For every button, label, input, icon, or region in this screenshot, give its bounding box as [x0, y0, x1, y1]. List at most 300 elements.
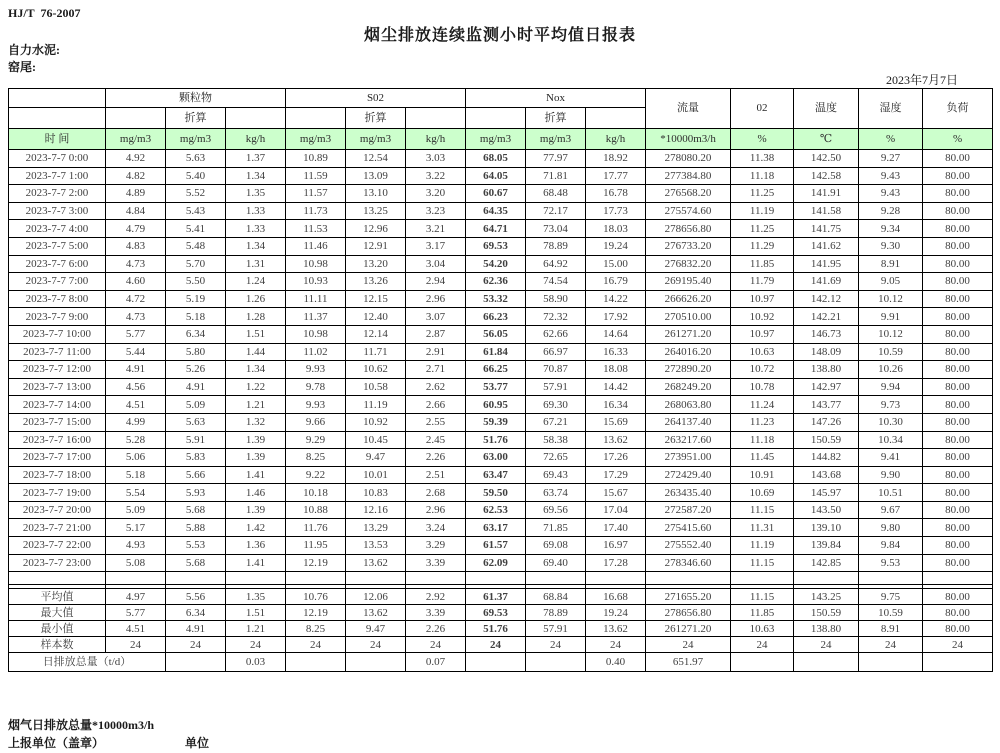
value-cell: 3.20 [406, 185, 466, 203]
daily-total-cell [286, 653, 346, 672]
summary-value-cell: 24 [794, 637, 859, 653]
value-cell: 9.93 [286, 361, 346, 379]
value-cell: 2.71 [406, 361, 466, 379]
value-cell: 11.23 [731, 413, 794, 431]
value-cell: 80.00 [923, 185, 993, 203]
value-cell: 275552.40 [646, 537, 731, 555]
value-cell: 1.51 [226, 325, 286, 343]
value-cell: 10.93 [286, 273, 346, 291]
value-cell: 11.29 [731, 237, 794, 255]
value-cell: 263435.40 [646, 484, 731, 502]
value-cell: 64.71 [466, 220, 526, 238]
value-cell: 80.00 [923, 150, 993, 168]
value-cell: 72.17 [526, 202, 586, 220]
value-cell: 142.21 [794, 308, 859, 326]
value-cell: 11.76 [286, 519, 346, 537]
daily-total-cell [794, 653, 859, 672]
value-cell: 276568.20 [646, 185, 731, 203]
value-cell: 15.67 [586, 484, 646, 502]
daily-total-cell [923, 653, 993, 672]
value-cell: 139.84 [794, 537, 859, 555]
report-date: 2023年7月7日 [885, 73, 958, 87]
value-cell: 4.99 [106, 413, 166, 431]
table-row [9, 484, 993, 502]
value-cell: 141.62 [794, 237, 859, 255]
value-cell: 17.28 [586, 554, 646, 572]
value-cell: 53.77 [466, 378, 526, 396]
value-cell: 10.26 [859, 361, 923, 379]
value-cell: 17.73 [586, 202, 646, 220]
summary-value-cell: 4.91 [166, 621, 226, 637]
group-so2-header: S02 [286, 89, 466, 108]
value-cell: 78.89 [526, 237, 586, 255]
value-cell: 80.00 [923, 308, 993, 326]
value-cell: 2.51 [406, 466, 466, 484]
value-cell: 15.69 [586, 413, 646, 431]
value-cell: 59.39 [466, 413, 526, 431]
value-cell: 4.60 [106, 273, 166, 291]
value-cell: 5.44 [106, 343, 166, 361]
value-cell: 142.58 [794, 167, 859, 185]
value-cell: 80.00 [923, 237, 993, 255]
unit-cell: ℃ [794, 129, 859, 150]
value-cell: 278080.20 [646, 150, 731, 168]
value-cell: 9.43 [859, 185, 923, 203]
value-cell: 67.21 [526, 413, 586, 431]
value-cell: 12.96 [346, 220, 406, 238]
value-cell: 80.00 [923, 431, 993, 449]
value-cell: 2.45 [406, 431, 466, 449]
value-cell: 148.09 [794, 343, 859, 361]
summary-value-cell: 8.25 [286, 621, 346, 637]
value-cell: 5.06 [106, 449, 166, 467]
table-row [9, 413, 993, 431]
value-cell: 5.63 [166, 150, 226, 168]
value-cell: 9.28 [859, 202, 923, 220]
value-cell: 64.05 [466, 167, 526, 185]
summary-value-cell: 4.97 [106, 589, 166, 605]
time-cell: 2023-7-7 22:00 [9, 537, 106, 555]
value-cell: 10.97 [731, 290, 794, 308]
value-cell: 142.50 [794, 150, 859, 168]
table-row [9, 220, 993, 238]
blank-cell [226, 572, 286, 585]
value-cell: 142.85 [794, 554, 859, 572]
value-cell: 17.29 [586, 466, 646, 484]
value-cell: 11.25 [731, 185, 794, 203]
summary-value-cell: 24 [731, 637, 794, 653]
value-cell: 10.98 [286, 255, 346, 273]
value-cell: 12.19 [286, 554, 346, 572]
group-nox-header: Nox [466, 89, 646, 108]
summary-value-cell: 11.85 [731, 605, 794, 621]
unit-cell: mg/m3 [346, 129, 406, 150]
flow-header: 流量 [646, 89, 731, 129]
value-cell: 4.73 [106, 255, 166, 273]
summary-value-cell: 8.91 [859, 621, 923, 637]
value-cell: 266626.20 [646, 290, 731, 308]
summary-value-cell: 5.56 [166, 589, 226, 605]
value-cell: 4.82 [106, 167, 166, 185]
summary-value-cell: 24 [346, 637, 406, 653]
summary-value-cell: 13.62 [586, 621, 646, 637]
value-cell: 263217.60 [646, 431, 731, 449]
value-cell: 5.80 [166, 343, 226, 361]
value-cell: 11.73 [286, 202, 346, 220]
value-cell: 144.82 [794, 449, 859, 467]
value-cell: 17.77 [586, 167, 646, 185]
value-cell: 272890.20 [646, 361, 731, 379]
unit-cell: kg/h [406, 129, 466, 150]
daily-total-cell [346, 653, 406, 672]
value-cell: 9.22 [286, 466, 346, 484]
value-cell: 11.57 [286, 185, 346, 203]
value-cell: 5.26 [166, 361, 226, 379]
value-cell: 80.00 [923, 519, 993, 537]
value-cell: 80.00 [923, 220, 993, 238]
summary-label: 样本数 [9, 637, 106, 653]
value-cell: 80.00 [923, 202, 993, 220]
value-cell: 58.90 [526, 290, 586, 308]
value-cell: 13.26 [346, 273, 406, 291]
value-cell: 9.94 [859, 378, 923, 396]
value-cell: 5.70 [166, 255, 226, 273]
value-cell: 1.39 [226, 449, 286, 467]
value-cell: 5.83 [166, 449, 226, 467]
value-cell: 71.81 [526, 167, 586, 185]
summary-value-cell: 78.89 [526, 605, 586, 621]
value-cell: 4.51 [106, 396, 166, 414]
value-cell: 3.17 [406, 237, 466, 255]
value-cell: 1.31 [226, 255, 286, 273]
summary-value-cell: 80.00 [923, 621, 993, 637]
site-label: 窑尾: [8, 60, 36, 74]
value-cell: 10.97 [731, 325, 794, 343]
time-cell: 2023-7-7 18:00 [9, 466, 106, 484]
value-cell: 11.95 [286, 537, 346, 555]
value-cell: 12.91 [346, 237, 406, 255]
value-cell: 16.34 [586, 396, 646, 414]
time-cell: 2023-7-7 4:00 [9, 220, 106, 238]
value-cell: 13.62 [586, 431, 646, 449]
time-cell: 2023-7-7 2:00 [9, 185, 106, 203]
summary-value-cell: 80.00 [923, 605, 993, 621]
value-cell: 58.38 [526, 431, 586, 449]
value-cell: 5.66 [166, 466, 226, 484]
value-cell: 10.83 [346, 484, 406, 502]
value-cell: 277384.80 [646, 167, 731, 185]
value-cell: 138.80 [794, 361, 859, 379]
unit-cell: *10000m3/h [646, 129, 731, 150]
value-cell: 80.00 [923, 378, 993, 396]
value-cell: 261271.20 [646, 325, 731, 343]
table-row [9, 273, 993, 291]
value-cell: 12.54 [346, 150, 406, 168]
value-cell: 9.43 [859, 167, 923, 185]
value-cell: 10.62 [346, 361, 406, 379]
value-cell: 80.00 [923, 361, 993, 379]
value-cell: 4.91 [166, 378, 226, 396]
summary-value-cell: 11.15 [731, 589, 794, 605]
daily-total-label: 日排放总量（t/d） [9, 653, 166, 672]
table-row [9, 361, 993, 379]
value-cell: 10.98 [286, 325, 346, 343]
value-cell: 80.00 [923, 273, 993, 291]
empty-header-cell [586, 108, 646, 129]
value-cell: 11.45 [731, 449, 794, 467]
value-cell: 143.50 [794, 501, 859, 519]
value-cell: 264016.20 [646, 343, 731, 361]
value-cell: 1.28 [226, 308, 286, 326]
summary-value-cell: 1.21 [226, 621, 286, 637]
flue-gas-total-note: 烟气日排放总量*10000m3/h [8, 718, 155, 732]
summary-value-cell: 12.19 [286, 605, 346, 621]
summary-row [9, 637, 993, 653]
value-cell: 5.43 [166, 202, 226, 220]
time-cell: 2023-7-7 21:00 [9, 519, 106, 537]
value-cell: 5.48 [166, 237, 226, 255]
value-cell: 11.85 [731, 255, 794, 273]
value-cell: 2.66 [406, 396, 466, 414]
unit-cell: % [923, 129, 993, 150]
summary-value-cell: 138.80 [794, 621, 859, 637]
value-cell: 1.41 [226, 554, 286, 572]
value-cell: 10.12 [859, 290, 923, 308]
summary-value-cell: 57.91 [526, 621, 586, 637]
summary-value-cell: 80.00 [923, 589, 993, 605]
value-cell: 1.34 [226, 361, 286, 379]
time-cell: 2023-7-7 9:00 [9, 308, 106, 326]
table-row [9, 519, 993, 537]
value-cell: 5.68 [166, 554, 226, 572]
value-cell: 66.23 [466, 308, 526, 326]
value-cell: 72.65 [526, 449, 586, 467]
value-cell: 80.00 [923, 167, 993, 185]
daily-total-cell [526, 653, 586, 672]
value-cell: 70.87 [526, 361, 586, 379]
value-cell: 11.25 [731, 220, 794, 238]
value-cell: 11.15 [731, 554, 794, 572]
time-cell: 2023-7-7 19:00 [9, 484, 106, 502]
value-cell: 276832.20 [646, 255, 731, 273]
time-cell: 2023-7-7 0:00 [9, 150, 106, 168]
value-cell: 9.67 [859, 501, 923, 519]
value-cell: 278656.80 [646, 220, 731, 238]
summary-value-cell: 10.63 [731, 621, 794, 637]
blank-cell [859, 572, 923, 585]
value-cell: 2.96 [406, 501, 466, 519]
daily-total-row [9, 653, 993, 672]
value-cell: 63.47 [466, 466, 526, 484]
value-cell: 5.68 [166, 501, 226, 519]
value-cell: 141.75 [794, 220, 859, 238]
summary-value-cell: 150.59 [794, 605, 859, 621]
blank-cell [346, 572, 406, 585]
value-cell: 5.17 [106, 519, 166, 537]
value-cell: 1.33 [226, 220, 286, 238]
so2-converted-label: 折算 [346, 108, 406, 129]
value-cell: 4.56 [106, 378, 166, 396]
value-cell: 11.46 [286, 237, 346, 255]
time-cell: 2023-7-7 16:00 [9, 431, 106, 449]
value-cell: 11.19 [731, 537, 794, 555]
blank-cell [166, 572, 226, 585]
value-cell: 13.25 [346, 202, 406, 220]
summary-value-cell: 261271.20 [646, 621, 731, 637]
value-cell: 18.92 [586, 150, 646, 168]
value-cell: 9.27 [859, 150, 923, 168]
value-cell: 71.85 [526, 519, 586, 537]
value-cell: 3.04 [406, 255, 466, 273]
value-cell: 268249.20 [646, 378, 731, 396]
unit-cell: kg/h [226, 129, 286, 150]
value-cell: 9.29 [286, 431, 346, 449]
value-cell: 3.21 [406, 220, 466, 238]
value-cell: 5.63 [166, 413, 226, 431]
daily-total-cell: 651.97 [646, 653, 731, 672]
value-cell: 80.00 [923, 466, 993, 484]
blank-cell [586, 572, 646, 585]
table-row [9, 554, 993, 572]
summary-value-cell: 3.39 [406, 605, 466, 621]
value-cell: 18.08 [586, 361, 646, 379]
value-cell: 3.29 [406, 537, 466, 555]
value-cell: 11.71 [346, 343, 406, 361]
value-cell: 64.92 [526, 255, 586, 273]
value-cell: 10.69 [731, 484, 794, 502]
value-cell: 2.91 [406, 343, 466, 361]
value-cell: 80.00 [923, 255, 993, 273]
blank-cell [794, 572, 859, 585]
value-cell: 12.14 [346, 325, 406, 343]
value-cell: 2.87 [406, 325, 466, 343]
value-cell: 9.78 [286, 378, 346, 396]
value-cell: 143.68 [794, 466, 859, 484]
time-cell: 2023-7-7 14:00 [9, 396, 106, 414]
empty-header-cell [226, 108, 286, 129]
value-cell: 2.26 [406, 449, 466, 467]
value-cell: 141.58 [794, 202, 859, 220]
empty-header-cell [406, 108, 466, 129]
value-cell: 1.32 [226, 413, 286, 431]
value-cell: 1.36 [226, 537, 286, 555]
value-cell: 11.19 [731, 202, 794, 220]
table-row [9, 466, 993, 484]
value-cell: 80.00 [923, 290, 993, 308]
value-cell: 2.55 [406, 413, 466, 431]
value-cell: 1.35 [226, 185, 286, 203]
value-cell: 11.53 [286, 220, 346, 238]
value-cell: 80.00 [923, 343, 993, 361]
value-cell: 141.69 [794, 273, 859, 291]
value-cell: 10.92 [346, 413, 406, 431]
value-cell: 141.95 [794, 255, 859, 273]
report-table-body [9, 150, 993, 672]
value-cell: 69.40 [526, 554, 586, 572]
blank-cell [9, 572, 106, 585]
value-cell: 264137.40 [646, 413, 731, 431]
table-row [9, 237, 993, 255]
value-cell: 5.54 [106, 484, 166, 502]
daily-total-cell: 0.03 [226, 653, 286, 672]
table-row [9, 185, 993, 203]
value-cell: 139.10 [794, 519, 859, 537]
value-cell: 9.41 [859, 449, 923, 467]
time-cell: 2023-7-7 15:00 [9, 413, 106, 431]
time-cell: 2023-7-7 17:00 [9, 449, 106, 467]
humidity-header: 湿度 [859, 89, 923, 129]
unit-cell: mg/m3 [286, 129, 346, 150]
value-cell: 15.00 [586, 255, 646, 273]
blank-cell [731, 572, 794, 585]
value-cell: 62.66 [526, 325, 586, 343]
blank-cell [106, 572, 166, 585]
value-cell: 9.47 [346, 449, 406, 467]
value-cell: 3.22 [406, 167, 466, 185]
company-label: 自力水泥: [8, 43, 60, 57]
table-row [9, 308, 993, 326]
summary-value-cell: 19.24 [586, 605, 646, 621]
time-cell: 2023-7-7 12:00 [9, 361, 106, 379]
value-cell: 60.67 [466, 185, 526, 203]
value-cell: 143.77 [794, 396, 859, 414]
value-cell: 10.18 [286, 484, 346, 502]
value-cell: 13.20 [346, 255, 406, 273]
value-cell: 9.30 [859, 237, 923, 255]
summary-value-cell: 68.84 [526, 589, 586, 605]
empty-header-cell [466, 108, 526, 129]
blank-cell [466, 572, 526, 585]
blank-cell [286, 572, 346, 585]
pm-converted-label: 折算 [166, 108, 226, 129]
value-cell: 11.18 [731, 167, 794, 185]
value-cell: 3.24 [406, 519, 466, 537]
time-cell: 2023-7-7 5:00 [9, 237, 106, 255]
value-cell: 5.18 [106, 466, 166, 484]
value-cell: 10.89 [286, 150, 346, 168]
time-header: 时 间 [9, 129, 106, 150]
value-cell: 11.79 [731, 273, 794, 291]
value-cell: 63.74 [526, 484, 586, 502]
value-cell: 61.84 [466, 343, 526, 361]
value-cell: 1.46 [226, 484, 286, 502]
value-cell: 4.79 [106, 220, 166, 238]
value-cell: 5.52 [166, 185, 226, 203]
value-cell: 17.04 [586, 501, 646, 519]
value-cell: 11.02 [286, 343, 346, 361]
value-cell: 73.04 [526, 220, 586, 238]
value-cell: 4.92 [106, 150, 166, 168]
value-cell: 4.91 [106, 361, 166, 379]
value-cell: 275574.60 [646, 202, 731, 220]
value-cell: 12.40 [346, 308, 406, 326]
value-cell: 5.77 [106, 325, 166, 343]
summary-value-cell: 16.68 [586, 589, 646, 605]
value-cell: 1.22 [226, 378, 286, 396]
time-cell: 2023-7-7 3:00 [9, 202, 106, 220]
summary-label: 平均值 [9, 589, 106, 605]
value-cell: 16.97 [586, 537, 646, 555]
unit-cell: % [859, 129, 923, 150]
value-cell: 16.79 [586, 273, 646, 291]
time-cell: 2023-7-7 10:00 [9, 325, 106, 343]
value-cell: 63.17 [466, 519, 526, 537]
value-cell: 9.66 [286, 413, 346, 431]
summary-value-cell: 12.06 [346, 589, 406, 605]
table-row [9, 150, 993, 168]
value-cell: 1.24 [226, 273, 286, 291]
value-cell: 145.97 [794, 484, 859, 502]
